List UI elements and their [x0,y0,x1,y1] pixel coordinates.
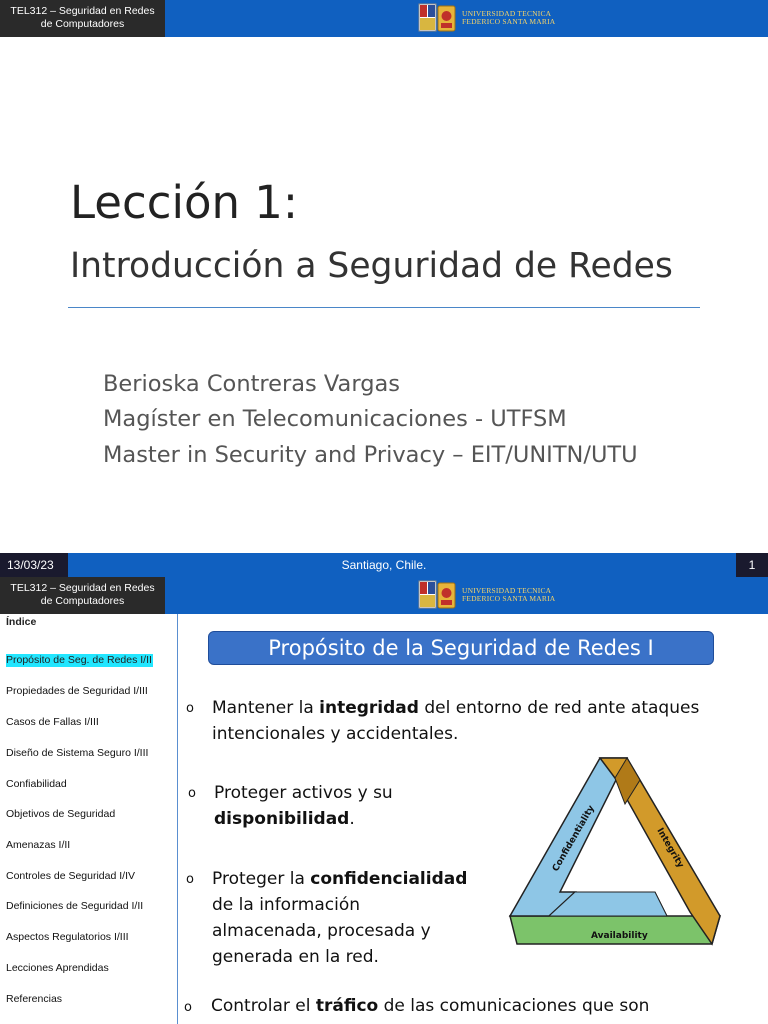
bullet-text: de la información [212,895,360,915]
bullet-marker: o [188,786,196,801]
slide-title: Propósito de la Seguridad de Redes I [208,631,714,665]
index-item-proposito[interactable]: Propósito de Seg. de Redes I/II [6,654,152,666]
title-divider [68,307,700,308]
bullet-text: Proteger la [212,869,311,889]
bullet-text: Controlar el [211,996,316,1016]
index-item-casos-fallas[interactable]: Casos de Fallas I/III [6,716,99,728]
author-name: Berioska Contreras Vargas [103,371,400,397]
index-title: Índice [6,616,37,628]
index-item-propiedades[interactable]: Propiedades de Seguridad I/III [6,685,148,697]
bullet-marker: o [184,1000,192,1015]
university-logo [418,3,555,33]
lesson-title: Lección 1: [70,176,299,229]
university-line-2: FEDERICO SANTA MARIA [462,17,556,26]
confidentiality-label: Confidentiality [550,803,597,874]
bullet-keyword: confidencialidad [310,869,468,889]
index-item-diseno[interactable]: Diseño de Sistema Seguro I/III [6,747,149,759]
bullet-keyword: tráfico [315,996,379,1016]
bullet-marker: o [186,872,194,887]
university-logo-2 [418,580,555,610]
footer-date: 13/03/23 [0,553,68,577]
bullet-marker: o [186,701,194,716]
footer-page-number: 1 [736,553,768,577]
university-line-2: FEDERICO SANTA MARIA [462,594,556,603]
index-item-aspectos[interactable]: Aspectos Regulatorios I/III [6,931,129,943]
bullet-text: Mantener la [212,698,320,718]
bullet-text: intencionales y accidentales. [212,724,459,744]
crest-icon [418,580,456,610]
index-item-controles[interactable]: Controles de Seguridad I/IV [6,870,135,882]
course-line-1: TEL312 – Seguridad en Redes [10,5,155,17]
footer-location: Santiago, Chile. [341,558,427,572]
university-line-1: UNIVERSIDAD TECNICA [462,8,552,18]
bullet-confidencialidad [212,866,467,970]
slide-footer [0,553,768,577]
course-line-2: de Computadores [40,595,125,607]
course-line-2: de Computadores [40,18,125,30]
bullet-disponibilidad [214,780,393,832]
cia-triangle-diagram [505,752,727,948]
bullet-integridad [212,695,699,747]
index-item-amenazas[interactable]: Amenazas I/II [6,839,71,851]
index-item-referencias[interactable]: Referencias [6,993,63,1005]
index-item-confiabilidad[interactable]: Confiabilidad [6,778,67,790]
lesson-subtitle: Introducción a Seguridad de Redes [70,246,673,286]
integrity-label: Integrity [654,826,686,870]
bullet-text: almacenada, procesada y [212,921,431,941]
course-line-1: TEL312 – Seguridad en Redes [10,582,155,594]
bullet-text: de las comunicaciones que son [378,996,650,1016]
index-item-lecciones[interactable]: Lecciones Aprendidas [6,962,109,974]
crest-icon [418,3,456,33]
university-line-1: UNIVERSIDAD TECNICA [462,585,552,595]
bullet-trafico [211,993,649,1019]
bullet-text: del entorno de red ante ataques [418,698,700,718]
author-degree-2: Master in Security and Privacy – EIT/UNITN/UTU [103,442,638,468]
bullet-text: Proteger activos y su [214,783,393,803]
index-item-objetivos[interactable]: Objetivos de Seguridad [6,808,116,820]
bullet-keyword: disponibilidad [214,809,350,829]
sidebar-divider [177,614,178,1024]
course-label [0,0,165,37]
bullet-keyword: integridad [319,698,419,718]
bullet-text: . [349,809,355,829]
course-label-2 [0,577,165,614]
bullet-text: generada en la red. [212,947,379,967]
index-item-definiciones[interactable]: Definiciones de Seguridad I/II [6,900,144,912]
author-degree-1: Magíster en Telecomunicaciones - UTFSM [103,406,567,432]
availability-label: Availability [591,931,648,941]
